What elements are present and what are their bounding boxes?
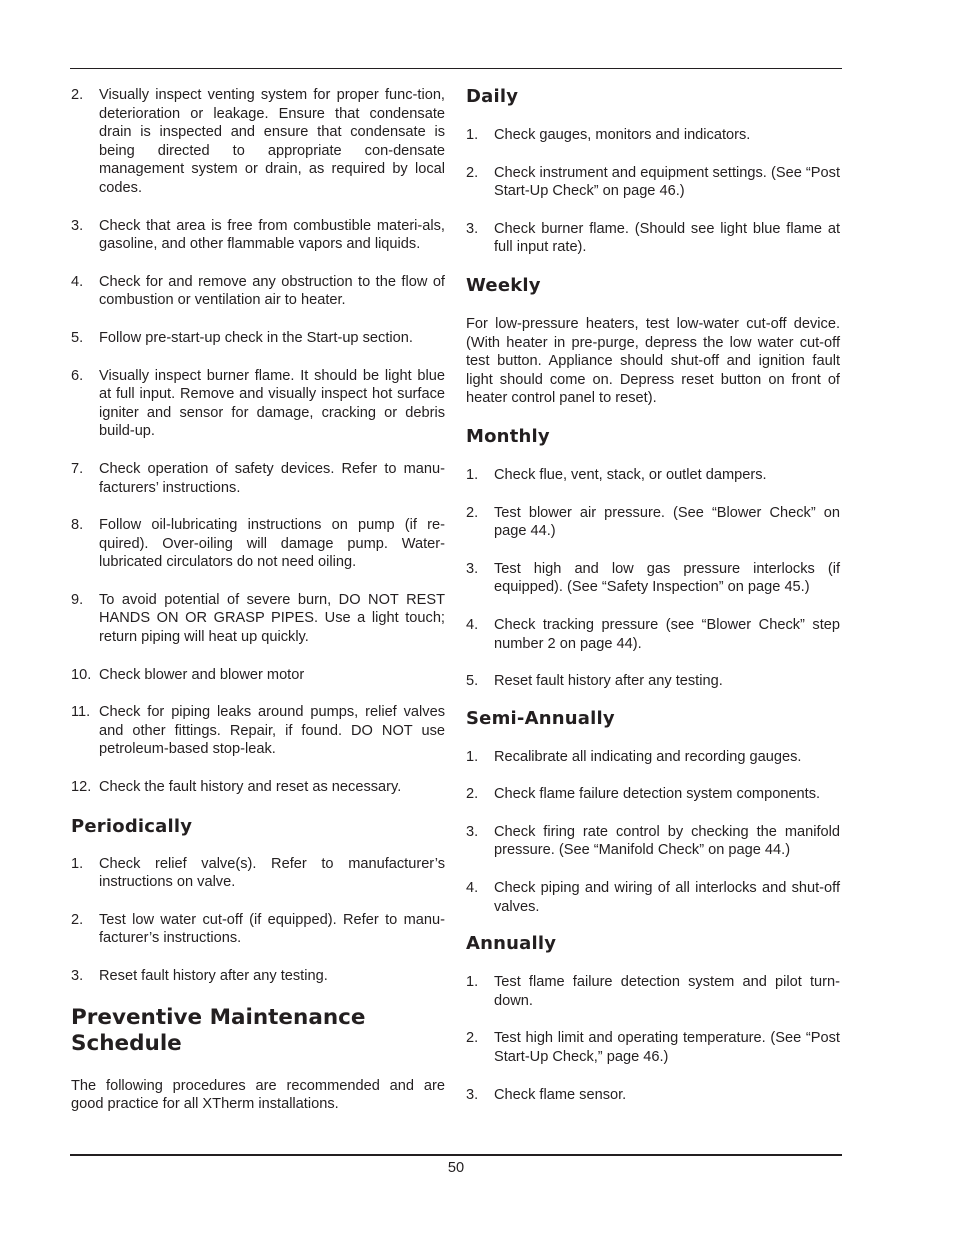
section-heading-periodically: Periodically xyxy=(71,815,193,837)
item-text: Check flue, vent, stack, or outlet dampers. xyxy=(494,466,767,483)
item-text: Visually inspect venting system for proper func-tion, deterioration or leakage. Ensure that condensate drain is inspected and ensure that condensate is being directed to appropriate con-densate management system or drain, as required by local codes. xyxy=(99,87,445,196)
item-text: To avoid potential of severe burn, DO NOT REST HANDS ON OR GRASP PIPES. Use a light touch; return piping will heat up quickly. xyxy=(99,591,445,646)
list-item xyxy=(71,911,445,948)
section-title-preventive-maintenance xyxy=(71,1005,445,1057)
item-text: Check for and remove any obstruction to the flow of combustion or ventilation air to heater. xyxy=(99,273,445,309)
list-item xyxy=(466,1086,840,1105)
item-number: 2. xyxy=(466,164,479,181)
item-text: Test high and low gas pressure interlocks (if equipped). (See “Safety Inspection” on page 45.) xyxy=(494,560,840,596)
weekly-paragraph: For low-pressure heaters, test low-water cut-off device. (With heater in pre-purge, depress the low water cut-off test button. Appliance should shut-off and ignition fault light should come on. Depress reset button on front of heater control panel to reset). xyxy=(466,315,840,407)
item-number: 1. xyxy=(466,748,479,765)
item-number: 2. xyxy=(466,504,479,521)
list-item xyxy=(71,367,445,441)
list-item xyxy=(71,86,445,198)
list-item xyxy=(71,217,445,254)
item-text: Reset fault history after any testing. xyxy=(494,673,723,690)
title-line-2: Schedule xyxy=(71,1030,182,1056)
item-text: Recalibrate all indicating and recording gauges. xyxy=(494,748,802,765)
item-text: Check burner flame. (Should see light blue flame at full input rate). xyxy=(494,220,840,256)
list-item xyxy=(466,748,840,767)
list-item xyxy=(466,164,840,201)
item-number: 2. xyxy=(466,1030,479,1047)
item-number: 4. xyxy=(466,880,479,897)
item-number: 3. xyxy=(466,560,479,577)
item-number: 11. xyxy=(71,704,91,721)
list-item xyxy=(71,329,445,348)
list-item xyxy=(71,855,445,892)
item-text: Follow oil-lubricating instructions on pump (if re-quired). Over-oiling will damage pump. Water-lubricated circulators do not need oiling. xyxy=(99,517,445,571)
item-text: Test high limit and operating temperature. (See “Post Start-Up Check,” page 46.) xyxy=(494,1030,840,1066)
item-number: 3. xyxy=(466,1086,479,1103)
item-text: Reset fault history after any testing. xyxy=(99,968,328,984)
item-text: Check blower and blower motor xyxy=(99,666,305,683)
section-heading-semi-annually: Semi-Annually xyxy=(466,707,615,729)
item-text: Check piping and wiring of all interlocks and shut-off valves. xyxy=(494,880,840,915)
item-number: 1. xyxy=(71,855,84,872)
list-item xyxy=(466,504,840,541)
page-number: 50 xyxy=(447,1160,465,1176)
item-number: 3. xyxy=(71,217,84,234)
list-item xyxy=(466,560,840,597)
item-number: 1. xyxy=(466,127,479,143)
item-number: 7. xyxy=(71,460,84,477)
list-item xyxy=(71,967,445,986)
item-number: 1. xyxy=(466,466,479,483)
list-item xyxy=(71,460,445,497)
section-heading-daily: Daily xyxy=(466,86,519,107)
list-item xyxy=(466,823,840,860)
footer-rule xyxy=(70,1154,842,1156)
left-column xyxy=(71,86,445,1114)
item-text: Visually inspect burner flame. It should be light blue at full input. Remove and visually inspect hot surface igniter and sensor for damage, cracking or debris build-up. xyxy=(99,367,445,440)
list-item xyxy=(466,672,840,691)
list-item xyxy=(466,1029,840,1066)
list-item xyxy=(466,973,840,1010)
item-text: Check operation of safety devices. Refer to manu-facturers’ instructions. xyxy=(99,460,445,496)
item-number: 3. xyxy=(71,968,84,984)
item-number: 2. xyxy=(466,786,479,803)
item-number: 1. xyxy=(466,974,479,991)
section-heading-annually: Annually xyxy=(466,933,557,955)
item-text: Check the fault history and reset as necessary. xyxy=(99,779,402,796)
item-text: Check firing rate control by checking the manifold pressure. (See “Manifold Check” on page 44.) xyxy=(494,823,840,859)
item-number: 6. xyxy=(71,367,84,384)
item-number: 4. xyxy=(466,616,479,633)
item-number: 9. xyxy=(71,591,84,608)
list-item xyxy=(466,879,840,916)
item-text: Check tracking pressure (see “Blower Check” step number 2 on page 44). xyxy=(494,616,840,652)
item-text: Follow pre-start-up check in the Start-up section. xyxy=(99,329,413,346)
item-number: 4. xyxy=(71,273,84,290)
item-text: Check that area is free from combustible materi-als, gasoline, and other flammable vapors and liquids. xyxy=(99,217,445,253)
item-number: 3. xyxy=(466,823,479,840)
item-text: Check gauges, monitors and indicators. xyxy=(494,127,751,143)
item-number: 10. xyxy=(71,666,92,683)
list-item xyxy=(71,591,445,647)
list-item xyxy=(466,616,840,653)
item-text: Check instrument and equipment settings. (See “Post Start-Up Check” on page 46.) xyxy=(494,164,840,200)
item-number: 3. xyxy=(466,220,479,237)
right-column xyxy=(466,86,840,1104)
item-text: Test low water cut-off (if equipped). Refer to manu-facturer’s instructions. xyxy=(99,911,445,947)
item-text: Check relief valve(s). Refer to manufacturer’s instructions on valve. xyxy=(99,855,445,891)
list-item xyxy=(71,666,445,685)
header-rule xyxy=(70,68,842,69)
item-text: Check flame sensor. xyxy=(494,1086,627,1103)
item-text: Check flame failure detection system components. xyxy=(494,786,821,803)
item-number: 12. xyxy=(71,779,92,796)
item-number: 5. xyxy=(466,673,479,690)
item-text: Test flame failure detection system and pilot turn-down. xyxy=(494,974,840,1009)
list-item xyxy=(466,466,840,485)
list-item xyxy=(71,778,445,797)
item-number: 8. xyxy=(71,517,84,534)
section-heading-weekly: Weekly xyxy=(466,274,541,296)
title-line-1: Preventive Maintenance xyxy=(71,1004,366,1030)
item-number: 5. xyxy=(71,329,84,346)
item-text: Test blower air pressure. (See “Blower Check” on page 44.) xyxy=(494,504,840,540)
list-item xyxy=(466,126,840,145)
schedule-intro: The following procedures are recommended and are good practice for all XTherm installations. xyxy=(71,1077,445,1113)
list-item xyxy=(71,516,445,572)
list-item xyxy=(466,220,840,257)
list-item xyxy=(71,703,445,759)
list-item xyxy=(71,273,445,310)
item-text: Check for piping leaks around pumps, relief valves and other fittings. Repair, if found. DO NOT use petroleum-based stop-leak. xyxy=(99,704,445,758)
list-item xyxy=(466,785,840,804)
item-number: 2. xyxy=(71,911,84,928)
item-number: 2. xyxy=(71,87,84,103)
section-heading-monthly: Monthly xyxy=(466,425,550,447)
